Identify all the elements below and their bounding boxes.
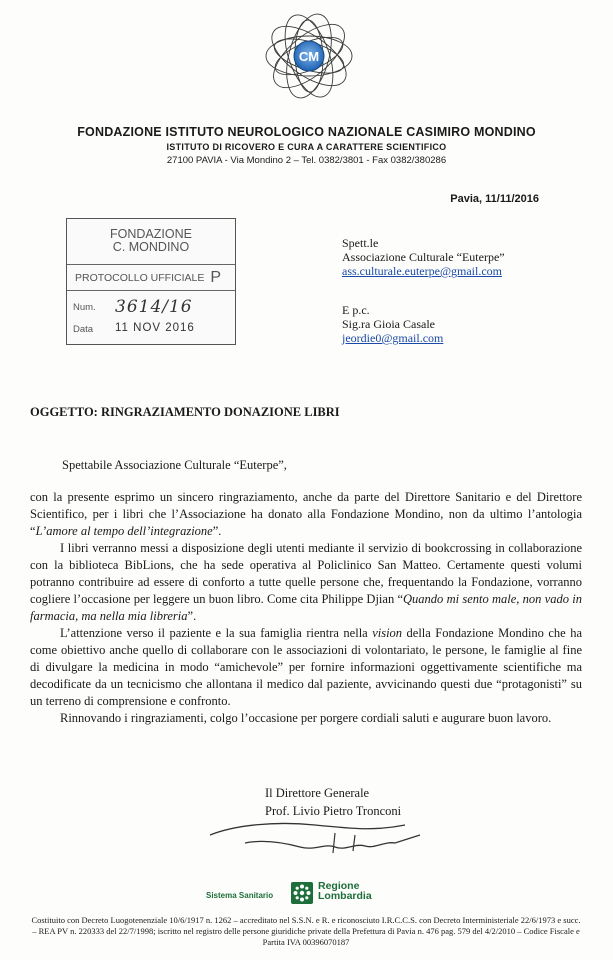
body-paragraph (30, 489, 582, 540)
subject-line: OGGETTO: RINGRAZIAMENTO DONAZIONE LIBRI (30, 405, 340, 419)
organization-name: FONDAZIONE ISTITUTO NEUROLOGICO NAZIONALE CASIMIRO MONDINO (77, 125, 536, 139)
logo-text: CM (298, 49, 320, 64)
letter-body (30, 489, 582, 727)
cc-name: Sig.ra Gioia Casale (342, 317, 435, 331)
body-text: ”. (212, 524, 222, 538)
stamp-line-1: FONDAZIONE (110, 227, 192, 241)
protocol-stamp (66, 218, 236, 345)
recipient-block (342, 236, 505, 278)
vision-term: vision (372, 626, 403, 640)
stamp-protocol-letter: P (210, 268, 222, 286)
greeting: Spettabile Associazione Culturale “Euterpe”, (62, 458, 287, 472)
body-text: con la presente esprimo un sincero ringraziamento, anche da parte del Direttore Sanitario e del Direttore Scientifico, per i libri che l’Associazione ha donato alla Fondazione Mondino, non da ultimo l’antologia “ (30, 490, 582, 538)
recipient-email-link[interactable]: ass.culturale.euterpe@gmail.com (342, 264, 502, 278)
body-text: I libri verranno messi a disposizione degli utenti mediante il servizio di bookcrossing in collaborazione con la biblioteca BibLions, che ha sede operativa al Policlinico San Matteo. Certamente questi volumi potranno contribuire ad essere di conforto a tutte quelle persone che, frequentando la Fondazione, vorranno cogliere l’occasione per leggere un buon libro. Come cita Philippe Djian “ (30, 541, 582, 606)
anthology-title: L’amore al tempo dell’integrazione (35, 524, 213, 538)
stamp-date-value: 11 NOV 2016 (115, 322, 195, 334)
handwritten-signature (205, 813, 435, 863)
letter-date: Pavia, 11/11/2016 (450, 193, 539, 205)
regione-line-1: Regione (318, 880, 360, 892)
stamp-num-value: 3614/16 (115, 297, 193, 317)
stamp-num-label: Num. (73, 302, 96, 313)
body-text: della Fondazione Mondino che ha come obiettivo anche quello di collaborare con le associazioni di volontariato, le persone, le famiglie al fine di divulgare la medicina in modo “amichevole” per fornire informazioni oggettivamente scientifiche ma decodificate da un tecnicismo che allontana il medico dal paziente, avvicinando questi due “protagonisti” su un terreno di comprensione e confronto. (30, 626, 582, 708)
cc-block (342, 303, 443, 345)
sistema-sanitario-label: Sistema Sanitario (206, 891, 274, 900)
regione-lombardia-label (318, 881, 372, 901)
cc-label: E p.c. (342, 303, 370, 317)
organization-subtitle: ISTITUTO DI RICOVERO E CURA A CARATTERE SCIENTIFICO (166, 142, 447, 152)
organization-address: 27100 PAVIA - Via Mondino 2 – Tel. 0382/3801 - Fax 0382/380286 (166, 155, 447, 166)
djian-quote: Quando mi sento male, non vado in farmacia, ma nella mia libreria (30, 592, 582, 623)
legal-footer: Costituito con Decreto Luogotenenziale 10/6/1917 n. 1262 – accreditato nel S.S.N. e R. e riconosciuto I.R.C.C.S. con Decreto Interministeriale 22/6/1973 e succ. – REA PV n. 220333 del 22/7/1998; iscritto nel registro delle persone giuridiche private della Prefettura di Pavia n. 476 pag. 579 del 4/2/2010 – Codice Fiscale e Partita IVA 00396070187 (31, 915, 581, 947)
recipient-label: Spett.le (342, 236, 379, 250)
cc-email-link[interactable]: jeordie0@gmail.com (342, 331, 444, 345)
signer-role: Il Direttore Generale (265, 786, 370, 800)
stamp-line-2: C. MONDINO (112, 240, 190, 254)
signer-name: Prof. Livio Pietro Tronconi (265, 804, 402, 818)
recipient-name: Associazione Culturale “Euterpe” (342, 250, 505, 264)
regione-lombardia-icon (291, 882, 313, 904)
body-paragraph (30, 540, 582, 625)
stamp-date-label: Data (73, 324, 94, 335)
regione-line-2: Lombardia (318, 890, 372, 902)
institute-logo (263, 10, 355, 102)
body-text: L’attenzione verso il paziente e la sua famiglia rientra nella (60, 626, 373, 640)
body-text: ”. (187, 609, 197, 623)
stamp-protocol: PROTOCOLLO UFFICIALE (75, 271, 205, 284)
body-paragraph (30, 625, 582, 710)
body-paragraph: Rinnovando i ringraziamenti, colgo l’occasione per porgere cordiali saluti e augurare buon lavoro. (60, 711, 552, 725)
